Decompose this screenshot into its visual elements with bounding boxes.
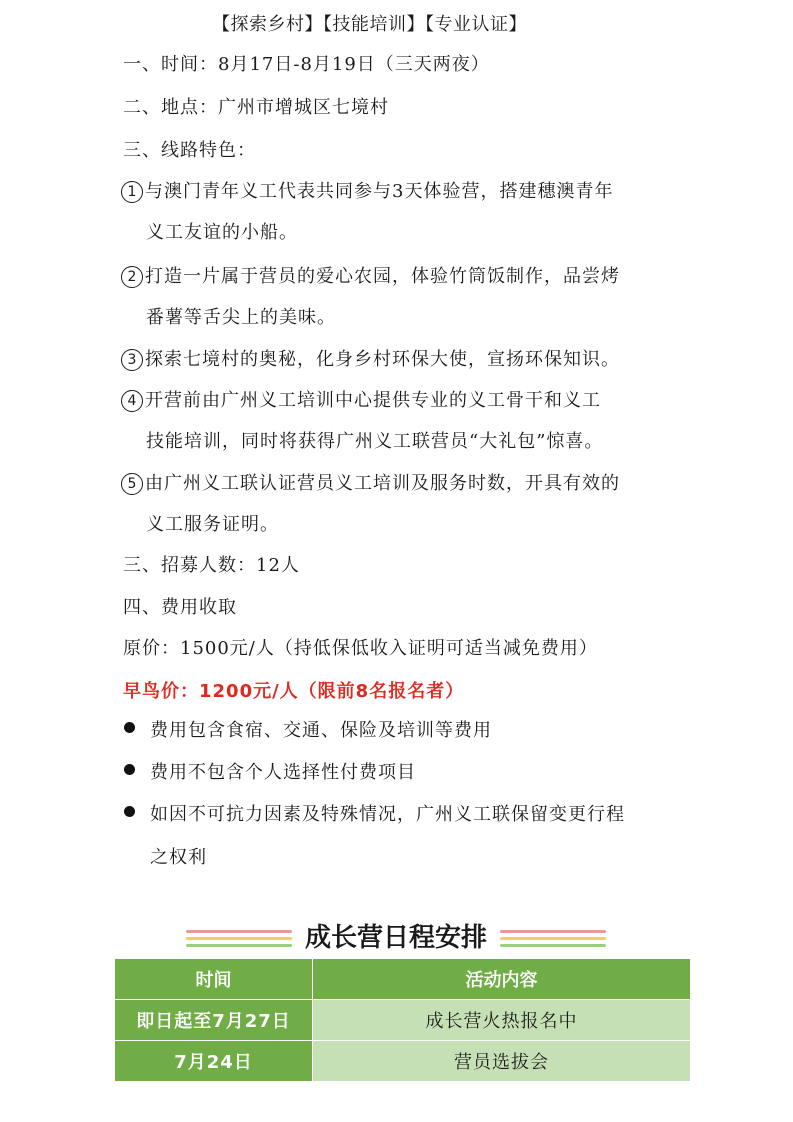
schedule-title-block	[186, 916, 606, 960]
bullet-dot-icon	[124, 722, 135, 733]
circled-number: 2	[121, 266, 143, 288]
header-time: 时间	[115, 959, 313, 1000]
page-heading: 【探索乡村】【技能培训】【专业认证】	[212, 14, 527, 35]
bullet-dot-icon	[124, 764, 135, 775]
feature-item	[121, 386, 601, 412]
feature-item	[121, 262, 620, 288]
bullet-item: 费用包含食宿、交通、保险及培训等费用	[150, 720, 492, 741]
table-row	[115, 1000, 691, 1041]
bullet-item: 费用不包含个人选择性付费项目	[150, 762, 416, 783]
cell-date: 即日起至7月27日	[115, 1000, 313, 1041]
early-bird-price: 早鸟价：1200元/人（限前8名报名者）	[123, 681, 465, 702]
fees-title: 四、费用收取	[123, 597, 237, 618]
feature-line: 打造一片属于营员的爱心农园，体验竹筒饭制作，品尝烤	[145, 266, 620, 287]
circled-number: 1	[121, 181, 143, 203]
feature-item	[121, 177, 613, 203]
header-activity: 活动内容	[313, 959, 691, 1000]
feature-line: 探索七境村的奥秘，化身乡村环保大使，宣扬环保知识。	[145, 349, 620, 370]
bullet-item-cont: 之权利	[150, 847, 207, 868]
circled-number: 4	[121, 390, 143, 412]
decorative-stripes-icon	[186, 928, 292, 950]
table-header-row	[115, 959, 691, 1000]
cell-activity: 成长营火热报名中	[313, 1000, 691, 1041]
schedule-title: 成长营日程安排	[304, 923, 487, 953]
circled-number: 3	[121, 349, 143, 371]
table-row	[115, 1041, 691, 1082]
info-time: 一、时间：8月17日-8月19日（三天两夜）	[123, 54, 490, 75]
feature-line: 开营前由广州义工培训中心提供专业的义工骨干和义工	[145, 390, 601, 411]
bullet-item: 如因不可抗力因素及特殊情况，广州义工联保留变更行程	[150, 804, 625, 825]
feature-line: 由广州义工联认证营员义工培训及服务时数，开具有效的	[145, 473, 620, 494]
feature-line: 与澳门青年义工代表共同参与3天体验营，搭建穗澳青年	[145, 181, 614, 202]
feature-line-cont: 番薯等舌尖上的美味。	[146, 307, 336, 328]
bullet-dot-icon	[124, 806, 135, 817]
decorative-stripes-icon	[500, 928, 606, 950]
feature-item	[121, 345, 620, 371]
feature-line-cont: 义工服务证明。	[146, 514, 279, 535]
schedule-table	[114, 958, 691, 1082]
cell-date: 7月24日	[115, 1041, 313, 1082]
feature-item	[121, 469, 620, 495]
features-title: 三、线路特色：	[123, 140, 256, 161]
recruit-count: 三、招募人数：12人	[123, 555, 300, 576]
info-place: 二、地点：广州市增城区七境村	[123, 97, 389, 118]
feature-line-cont: 技能培训，同时将获得广州义工联营员“大礼包”惊喜。	[146, 431, 604, 452]
original-price: 原价：1500元/人（持低保低收入证明可适当减免费用）	[123, 638, 598, 659]
circled-number: 5	[121, 473, 143, 495]
cell-activity: 营员选拔会	[313, 1041, 691, 1082]
feature-line-cont: 义工友谊的小船。	[146, 222, 298, 243]
